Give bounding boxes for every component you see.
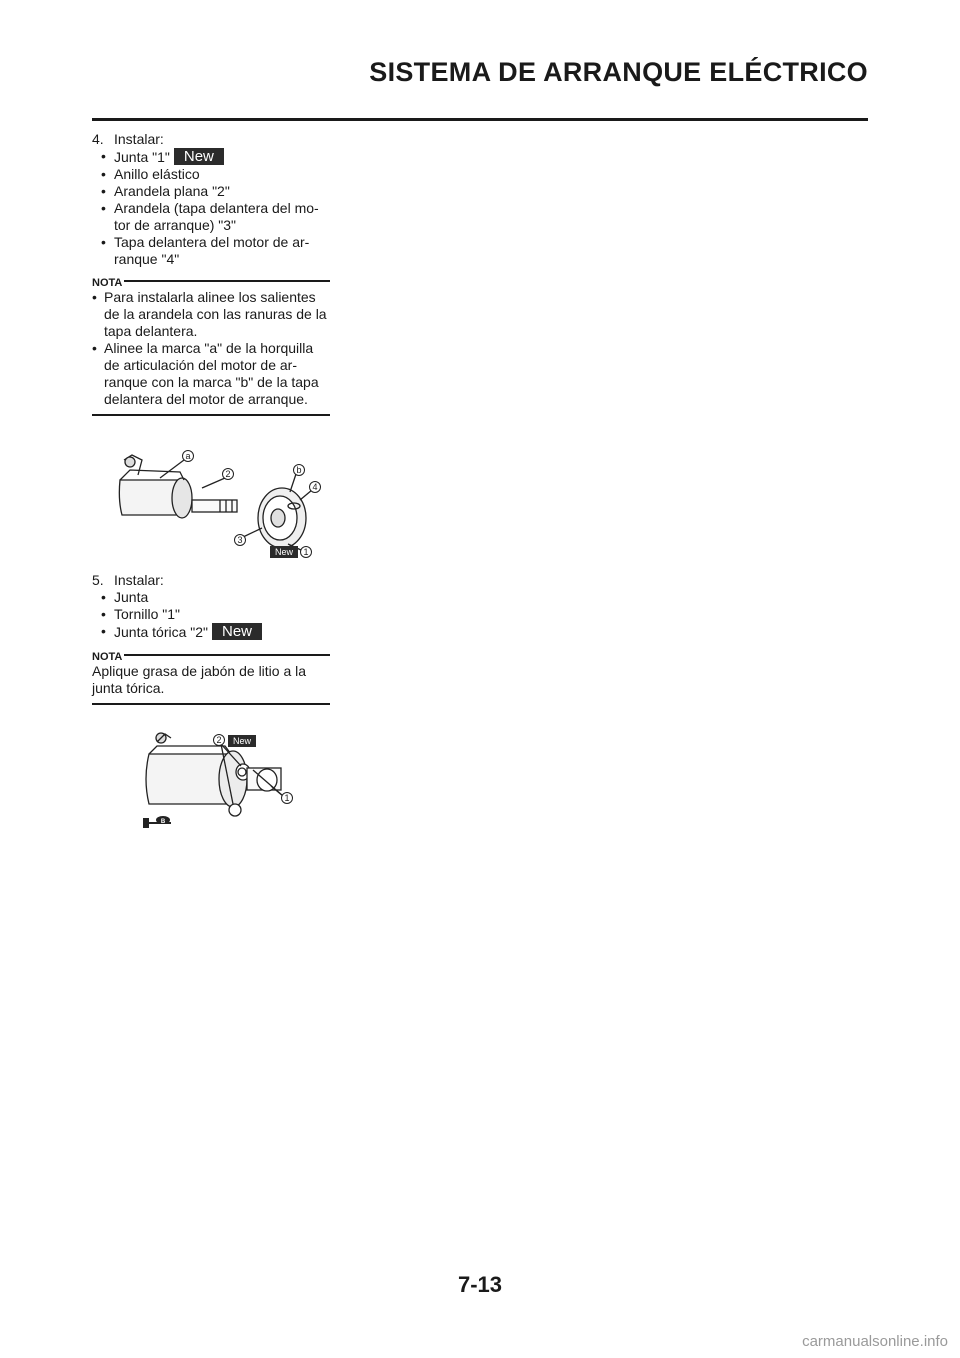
- list-item: • Tornillo "1": [101, 606, 330, 623]
- list-item: • Tapa delantera del motor de ar- ranque "4": [101, 234, 330, 268]
- step-4-block: [92, 131, 330, 268]
- step-5-heading: [92, 572, 330, 589]
- new-badge: New: [274, 547, 294, 557]
- list-item: • Junta "1" New: [101, 148, 330, 166]
- list-item: • Junta: [101, 589, 330, 606]
- step-4-list: [92, 148, 330, 268]
- list-item: • Arandela plana "2": [101, 183, 330, 200]
- list-item: • Para instalarla alinee los salientes de la arandela con las ranuras de la tapa delantera.: [92, 289, 330, 340]
- svg-text:B: B: [160, 819, 166, 825]
- nota-1-block: [92, 277, 330, 416]
- header-rule: [92, 118, 868, 121]
- step-5-block: [92, 572, 330, 641]
- callout-label: 1: [303, 547, 309, 557]
- list-item: • Alinee la marca "a" de la horquilla de articulación del motor de ar- ranque con la marca "b" de la tapa delantera del motor de arranque.: [92, 340, 330, 408]
- nota-2-block: [92, 651, 330, 705]
- callout-label: b: [296, 465, 302, 475]
- callout-label: 4: [312, 482, 318, 492]
- callout-label: 3: [237, 535, 243, 545]
- step-4-label: Instalar:: [114, 131, 164, 147]
- grease-icon: [143, 816, 171, 828]
- callout-label: a: [185, 451, 191, 461]
- step-5-number: 5.: [92, 572, 104, 588]
- nota-label: NOTA: [92, 651, 123, 663]
- new-badge: New: [212, 623, 262, 640]
- nota-label: NOTA: [92, 277, 123, 289]
- new-badge: New: [174, 148, 224, 165]
- list-item: • Arandela (tapa delantera del mo- tor de arranque) "3": [101, 200, 330, 234]
- page-number: 7-13: [457, 1272, 503, 1297]
- new-badge: New: [232, 736, 252, 746]
- page-title: SISTEMA DE ARRANQUE ELÉCTRICO: [369, 57, 868, 87]
- callout-label: 2: [216, 735, 222, 745]
- nota-1-list: [92, 289, 330, 408]
- watermark[interactable]: carmanualsonline.info: [802, 1333, 948, 1350]
- step-4-heading: [92, 131, 330, 148]
- step-5-label: Instalar:: [114, 572, 164, 588]
- figure-starter-motor-o-ring: [135, 724, 315, 834]
- step-5-list: [92, 589, 330, 641]
- nota-2-text: Aplique grasa de jabón de litio a la junta tórica.: [92, 663, 307, 696]
- callout-label: 2: [225, 469, 231, 479]
- list-item: • Junta tórica "2" New: [101, 623, 330, 641]
- step-4-number: 4.: [92, 131, 104, 147]
- figure-starter-motor-cover: [110, 440, 340, 565]
- list-item: • Anillo elástico: [101, 166, 330, 183]
- callout-label: 1: [284, 793, 290, 803]
